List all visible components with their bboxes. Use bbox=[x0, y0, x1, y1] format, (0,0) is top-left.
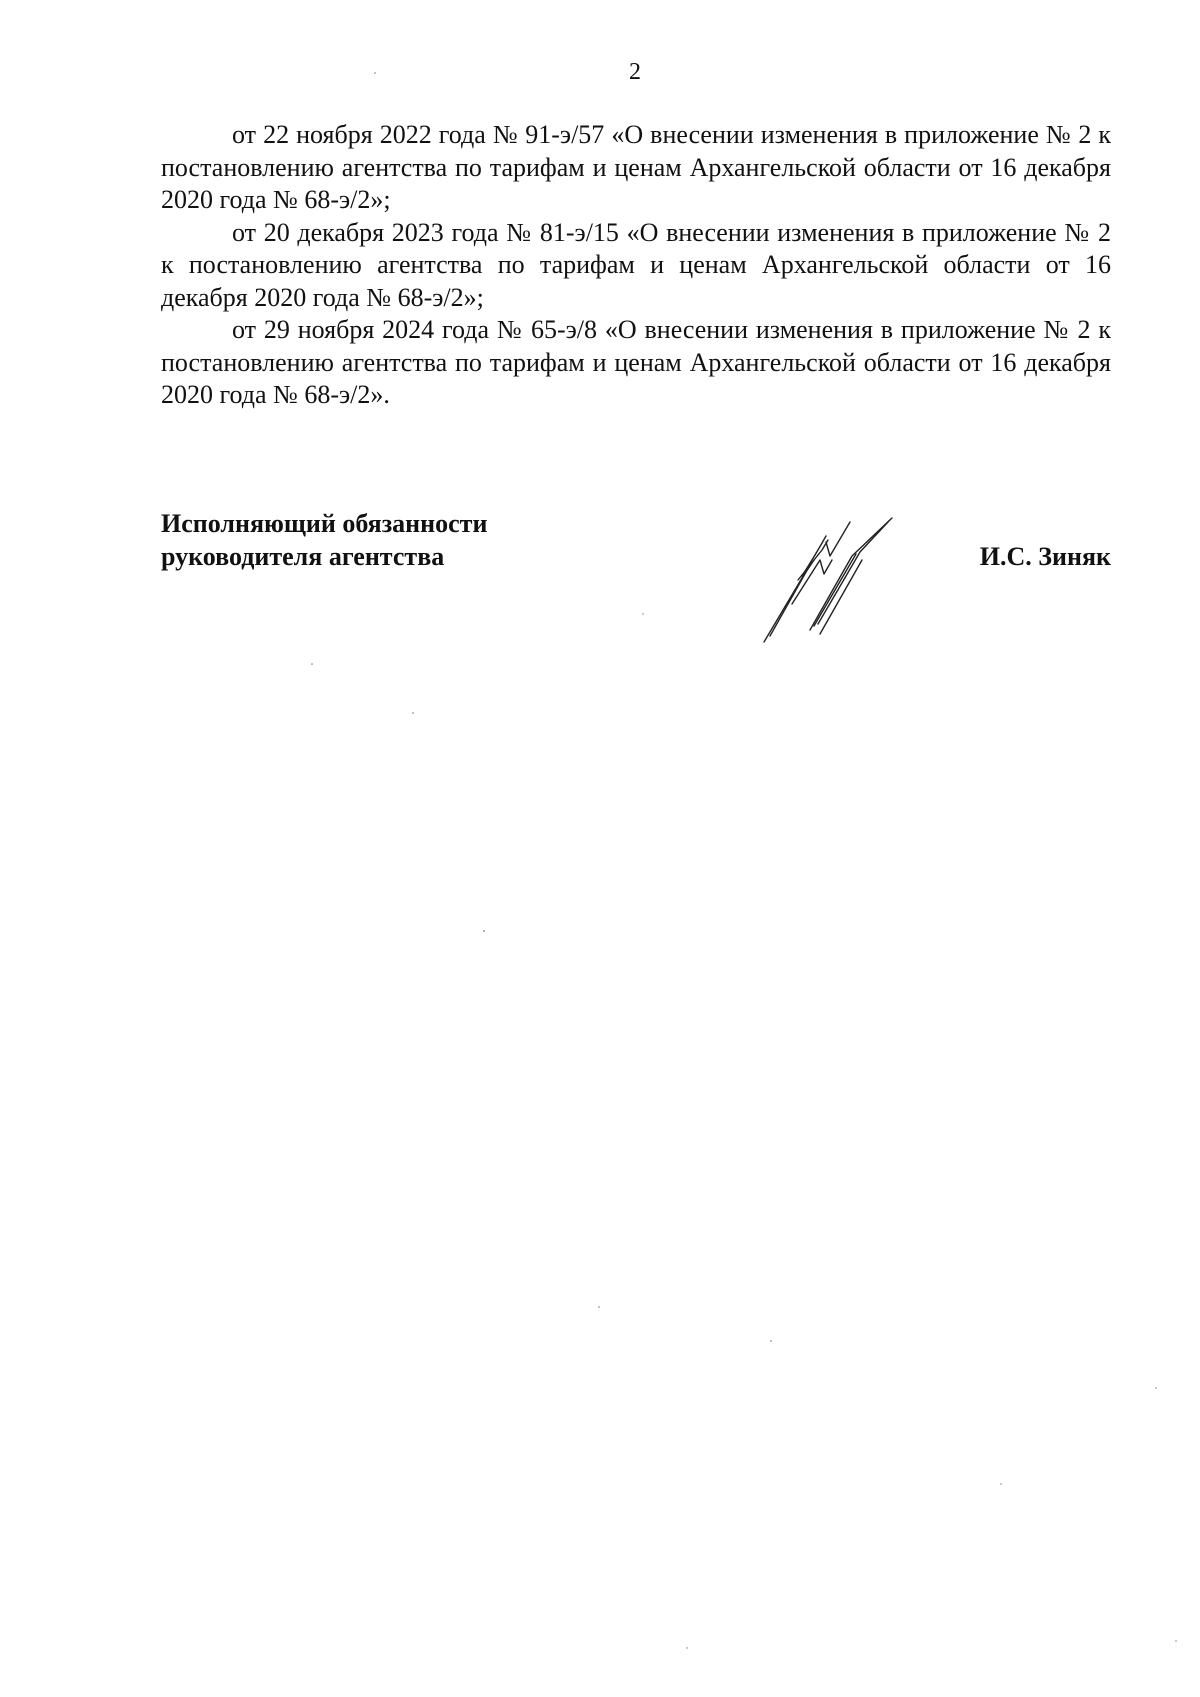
paragraph-resolution-2022: от 22 ноября 2022 года № 91-э/57 «О внесении изменения в приложение № 2 к постановлению агентства по тарифам и ценам Архангельской области от 16 декабря 2020 года № 68-э/2»; bbox=[161, 120, 1111, 214]
document-body bbox=[161, 119, 1111, 412]
handwritten-signature bbox=[762, 516, 907, 646]
page-number: 2 bbox=[629, 59, 641, 85]
signatory-title-line-2: руководителя агентства bbox=[161, 541, 445, 571]
paragraph-resolution-2023: от 20 декабря 2023 года № 81-э/15 «О внесении изменения в приложение № 2 к постановлению агентства по тарифам и ценам Архангельской области от 16 декабря 2020 года № 68-э/2»; bbox=[161, 217, 1111, 312]
signatory-title-line-1: Исполняющий обязанности bbox=[161, 509, 488, 538]
paragraph-resolution-2024: от 29 ноября 2024 года № 65-э/8 «О внесении изменения в приложение № 2 к постановлению агентства по тарифам и ценам Архангельской области от 16 декабря 2020 года № 68-э/2». bbox=[161, 315, 1111, 409]
signature-block bbox=[161, 508, 1111, 658]
signatory-name: И.С. Зиняк bbox=[979, 541, 1111, 571]
signatory-title bbox=[161, 508, 487, 573]
